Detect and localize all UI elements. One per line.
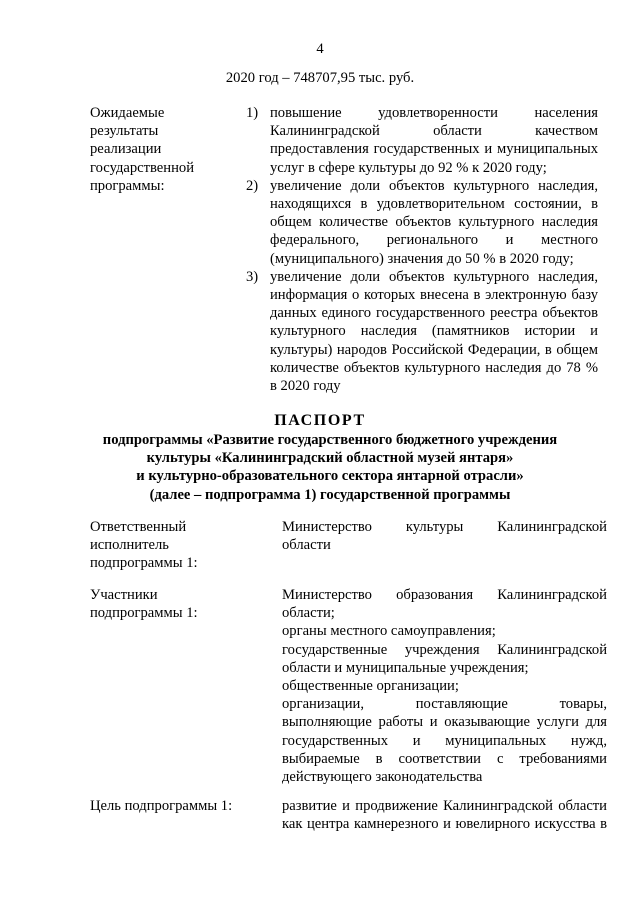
label-line: государственной (90, 159, 195, 176)
label-line: Ожидаемые (90, 105, 165, 121)
value-line: органы местного самоуправления; (282, 623, 496, 640)
value-line: развитие и продвижение Калининградской области (282, 798, 607, 814)
value-line: области и муниципальные учреждения; (282, 659, 529, 676)
list-item (240, 268, 598, 395)
responsible-value (282, 518, 607, 554)
expected-results-list (240, 104, 598, 395)
item-text: повышение удовлетворенности населения Калининградской области качеством предоставления государственных и муниципальных услуг в сфере культуры до 92 % к 2020 году; (270, 105, 598, 176)
label-line: реализации (90, 141, 162, 158)
page-number: 4 (316, 41, 324, 57)
label-line: исполнитель (90, 537, 169, 554)
value-line: выполняющие работы и оказывающие услуги для (282, 714, 607, 731)
value-line: области; (282, 605, 335, 622)
label-line: Участники (90, 587, 158, 603)
list-item (240, 104, 598, 177)
subtitle-line: культуры «Калининградский областной музей янтаря» (146, 450, 514, 467)
value-line: государственные учреждения Калининградской (282, 641, 607, 658)
list-item (240, 177, 598, 268)
participants-value (282, 586, 607, 786)
subtitle-line: (далее – подпрограмма 1) государственной программы (149, 486, 511, 503)
label-line: результаты (90, 123, 159, 140)
goal-value (282, 797, 607, 833)
label-line: Ответственный (90, 519, 187, 535)
goal-label (90, 797, 270, 815)
value-line: области (282, 537, 331, 554)
item-number: 1) (246, 105, 259, 121)
passport-title: ПАСПОРТ (274, 412, 366, 429)
value-line: Министерство образования Калининградской (282, 587, 607, 603)
value-line: выбираемые в соответствии с требованиями (282, 750, 607, 767)
item-number: 3) (246, 268, 259, 285)
participants-label (90, 586, 270, 622)
value-line: государственных и муниципальных нужд, (282, 732, 607, 749)
item-number: 2) (246, 177, 259, 194)
subtitle-line: и культурно-образовательного сектора янтарной отрасли» (136, 468, 524, 485)
expected-results-label (90, 104, 235, 195)
label-line: программы: (90, 177, 165, 194)
value-line: как центра камнерезного и ювелирного искусства в (282, 816, 607, 833)
responsible-label (90, 518, 270, 573)
value-line: организации, поставляющие товары, (282, 696, 607, 713)
value-line: действующего законодательства (282, 769, 483, 786)
passport-subtitle (80, 431, 580, 504)
label-line: Цель подпрограммы 1: (90, 798, 233, 814)
label-line: подпрограммы 1: (90, 605, 198, 622)
funding-line: 2020 год – 748707,95 тыс. руб. (225, 70, 415, 86)
value-line: Министерство культуры Калининградской (282, 519, 607, 535)
item-text: увеличение доли объектов культурного наследия, находящихся в удовлетворительном состоянии, в общем количестве объектов культурного наследия федерального, регионального и местного (муниципального) значения до 50 % в 2020 году; (270, 177, 598, 267)
label-line: подпрограммы 1: (90, 555, 198, 572)
subtitle-line: подпрограммы «Развитие государственного бюджетного учреждения (102, 432, 558, 448)
value-line: общественные организации; (282, 678, 459, 695)
item-text: увеличение доли объектов культурного наследия, информация о которых внесена в электронную базу данных единого государственного реестра объектов культурного наследия (памятников истории и культуры) народов Российской Федерации, в общем количестве объектов культурного наследия до 78 % в 2020 году (270, 268, 598, 395)
